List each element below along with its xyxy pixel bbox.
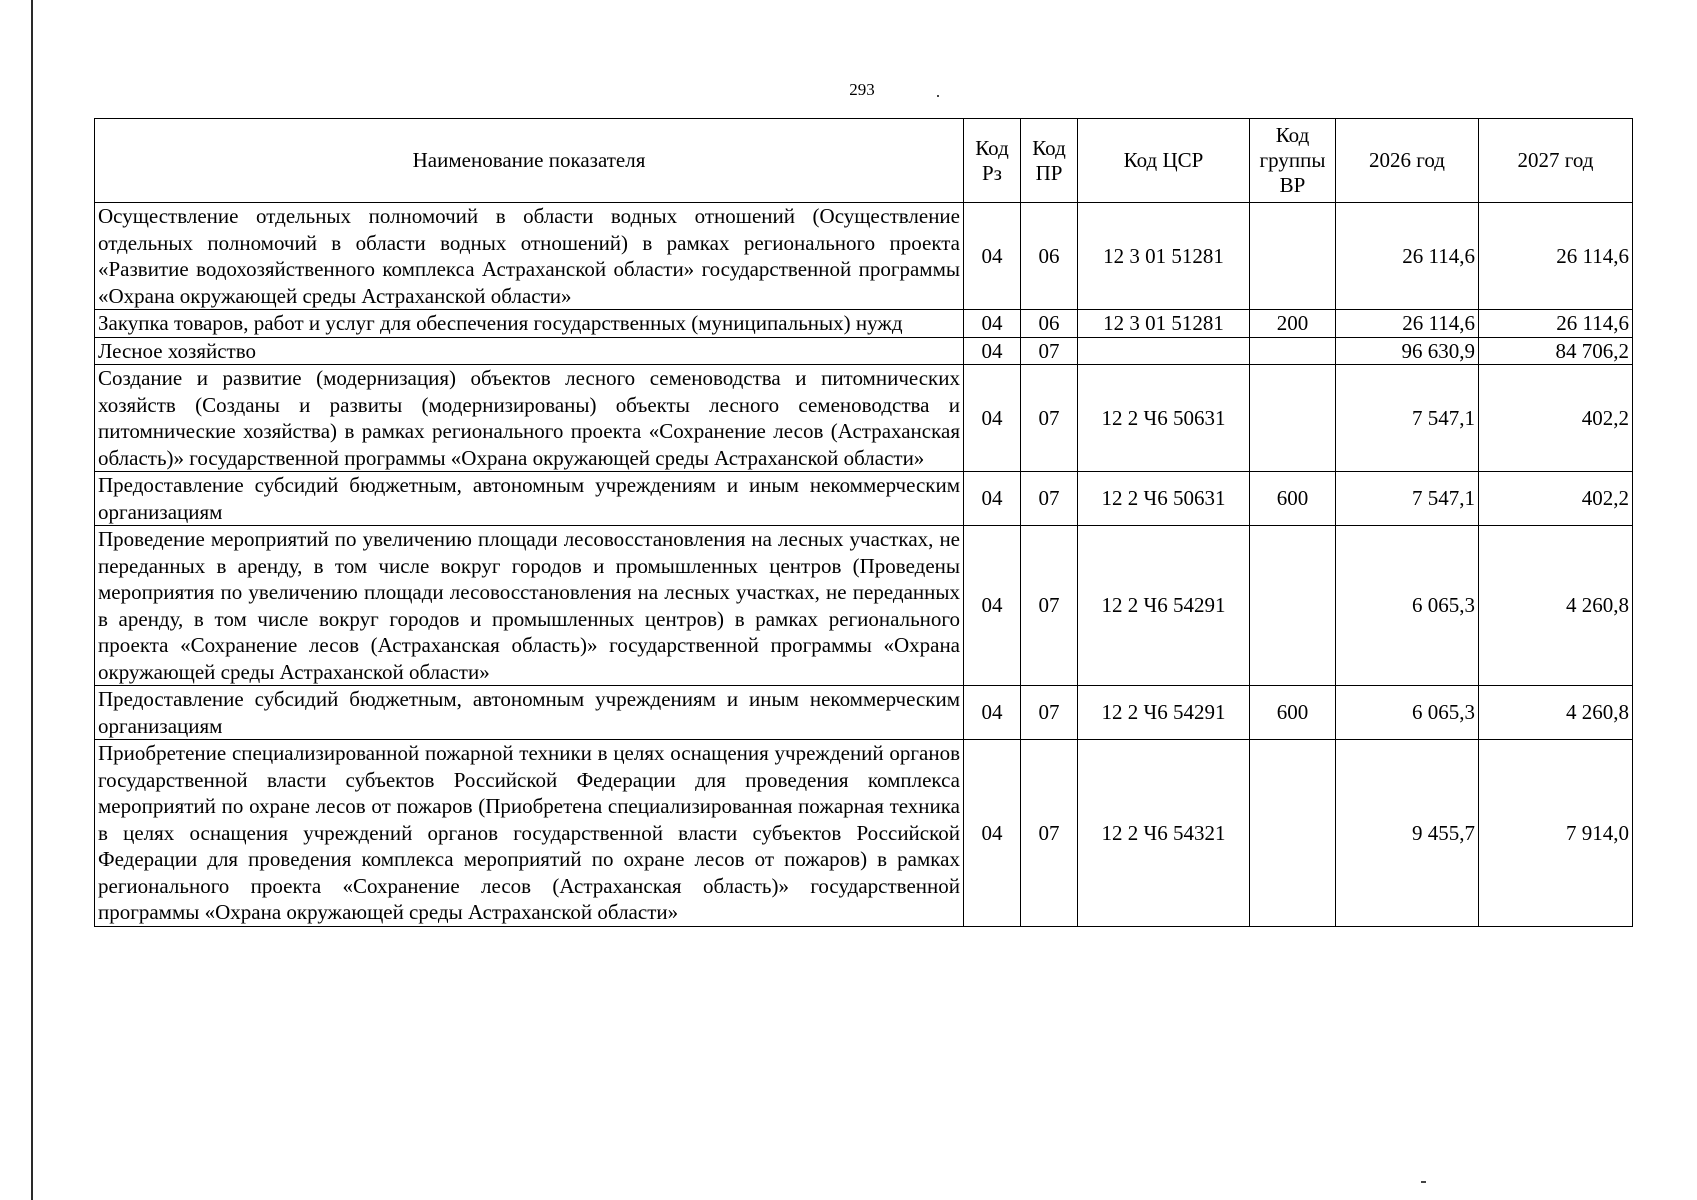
row-2026: 96 630,9 — [1336, 337, 1479, 365]
row-pr: 06 — [1021, 310, 1078, 338]
table-header-row — [95, 119, 1633, 203]
row-csr: 12 3 01 51281 — [1078, 310, 1250, 338]
table-row — [95, 203, 1633, 310]
row-2026: 26 114,6 — [1336, 310, 1479, 338]
row-rz: 04 — [964, 740, 1021, 927]
row-csr: 12 2 Ч6 50631 — [1078, 365, 1250, 472]
row-pr: 07 — [1021, 740, 1078, 927]
row-pr: 07 — [1021, 472, 1078, 526]
row-rz: 04 — [964, 472, 1021, 526]
row-name: Осуществление отдельных полномочий в области водных отношений (Осуществление отдельных полномочий в области водных отношений) в рамках регионального проекта «Развитие водохозяйственного комплекса Астраханской области» государственной программы «Охрана окружающей среды Астраханской области» — [95, 203, 964, 310]
row-2027: 402,2 — [1479, 472, 1633, 526]
row-rz: 04 — [964, 686, 1021, 740]
scan-speck — [937, 95, 939, 97]
row-vr — [1250, 740, 1336, 927]
header-csr: Код ЦСР — [1078, 119, 1250, 203]
row-vr — [1250, 526, 1336, 686]
row-rz: 04 — [964, 526, 1021, 686]
table-row — [95, 337, 1633, 365]
row-rz: 04 — [964, 310, 1021, 338]
row-2026: 7 547,1 — [1336, 365, 1479, 472]
row-pr: 06 — [1021, 203, 1078, 310]
table-row — [95, 526, 1633, 686]
row-csr: 12 2 Ч6 54291 — [1078, 526, 1250, 686]
row-rz: 04 — [964, 365, 1021, 472]
header-name: Наименование показателя — [95, 119, 964, 203]
row-vr: 600 — [1250, 686, 1336, 740]
row-2027: 26 114,6 — [1479, 203, 1633, 310]
table-row — [95, 472, 1633, 526]
table-row — [95, 740, 1633, 927]
row-name: Предоставление субсидий бюджетным, автономным учреждениям и иным некоммерческим организациям — [95, 686, 964, 740]
row-2026: 9 455,7 — [1336, 740, 1479, 927]
row-2027: 84 706,2 — [1479, 337, 1633, 365]
row-vr: 200 — [1250, 310, 1336, 338]
row-vr: 600 — [1250, 472, 1336, 526]
row-name: Лесное хозяйство — [95, 337, 964, 365]
scan-speck — [1421, 1181, 1426, 1183]
row-2027: 26 114,6 — [1479, 310, 1633, 338]
table-row — [95, 686, 1633, 740]
row-csr: 12 2 Ч6 54321 — [1078, 740, 1250, 927]
row-2026: 6 065,3 — [1336, 686, 1479, 740]
row-2027: 4 260,8 — [1479, 686, 1633, 740]
row-vr — [1250, 203, 1336, 310]
table-row — [95, 310, 1633, 338]
header-rz: Код Рз — [964, 119, 1021, 203]
row-2027: 402,2 — [1479, 365, 1633, 472]
row-pr: 07 — [1021, 337, 1078, 365]
row-name: Приобретение специализированной пожарной техники в целях оснащения учреждений органов государственной власти субъектов Российской Федерации для проведения комплекса мероприятий по охране лесов от пожаров (Приобретена специализированная пожарная техника в целях оснащения учреждений органов государственной власти субъектов Российской Федерации для проведения комплекса мероприятий по охране лесов от пожаров) в рамках регионального проекта «Сохранение лесов (Астраханская область)» государственной программы «Охрана окружающей среды Астраханской области» — [95, 740, 964, 927]
row-2026: 6 065,3 — [1336, 526, 1479, 686]
table-row — [95, 365, 1633, 472]
row-2027: 4 260,8 — [1479, 526, 1633, 686]
row-rz: 04 — [964, 337, 1021, 365]
budget-table — [94, 118, 1633, 927]
row-name: Проведение мероприятий по увеличению площади лесовосстановления на лесных участках, не переданных в аренду, в том числе вокруг городов и промышленных центров (Проведены мероприятия по увеличению площади лесовосстановления на лесных участках, не переданных в аренду, в том числе вокруг городов и промышленных центров) в рамках регионального проекта «Сохранение лесов (Астраханская область)» государственной программы «Охрана окружающей среды Астраханской области» — [95, 526, 964, 686]
page-number: 293 — [849, 80, 875, 99]
row-rz: 04 — [964, 203, 1021, 310]
row-name: Создание и развитие (модернизация) объектов лесного семеноводства и питомнических хозяйств (Созданы и развиты (модернизированы) объекты лесного семеноводства и питомнические хозяйства) в рамках регионального проекта «Сохранение лесов (Астраханская область)» государственной программы «Охрана окружающей среды Астраханской области» — [95, 365, 964, 472]
row-2026: 7 547,1 — [1336, 472, 1479, 526]
row-2027: 7 914,0 — [1479, 740, 1633, 927]
header-2026: 2026 год — [1336, 119, 1479, 203]
row-csr: 12 2 Ч6 54291 — [1078, 686, 1250, 740]
scan-edge-line — [31, 0, 33, 1200]
row-csr: 12 3 01 51281 — [1078, 203, 1250, 310]
row-pr: 07 — [1021, 526, 1078, 686]
row-pr: 07 — [1021, 365, 1078, 472]
row-name: Предоставление субсидий бюджетным, автономным учреждениям и иным некоммерческим организациям — [95, 472, 964, 526]
row-csr: 12 2 Ч6 50631 — [1078, 472, 1250, 526]
row-vr — [1250, 337, 1336, 365]
row-vr — [1250, 365, 1336, 472]
header-vr: Код группы ВР — [1250, 119, 1336, 203]
row-name: Закупка товаров, работ и услуг для обеспечения государственных (муниципальных) нужд — [95, 310, 964, 338]
row-pr: 07 — [1021, 686, 1078, 740]
row-csr — [1078, 337, 1250, 365]
header-pr: Код ПР — [1021, 119, 1078, 203]
header-2027: 2027 год — [1479, 119, 1633, 203]
row-2026: 26 114,6 — [1336, 203, 1479, 310]
